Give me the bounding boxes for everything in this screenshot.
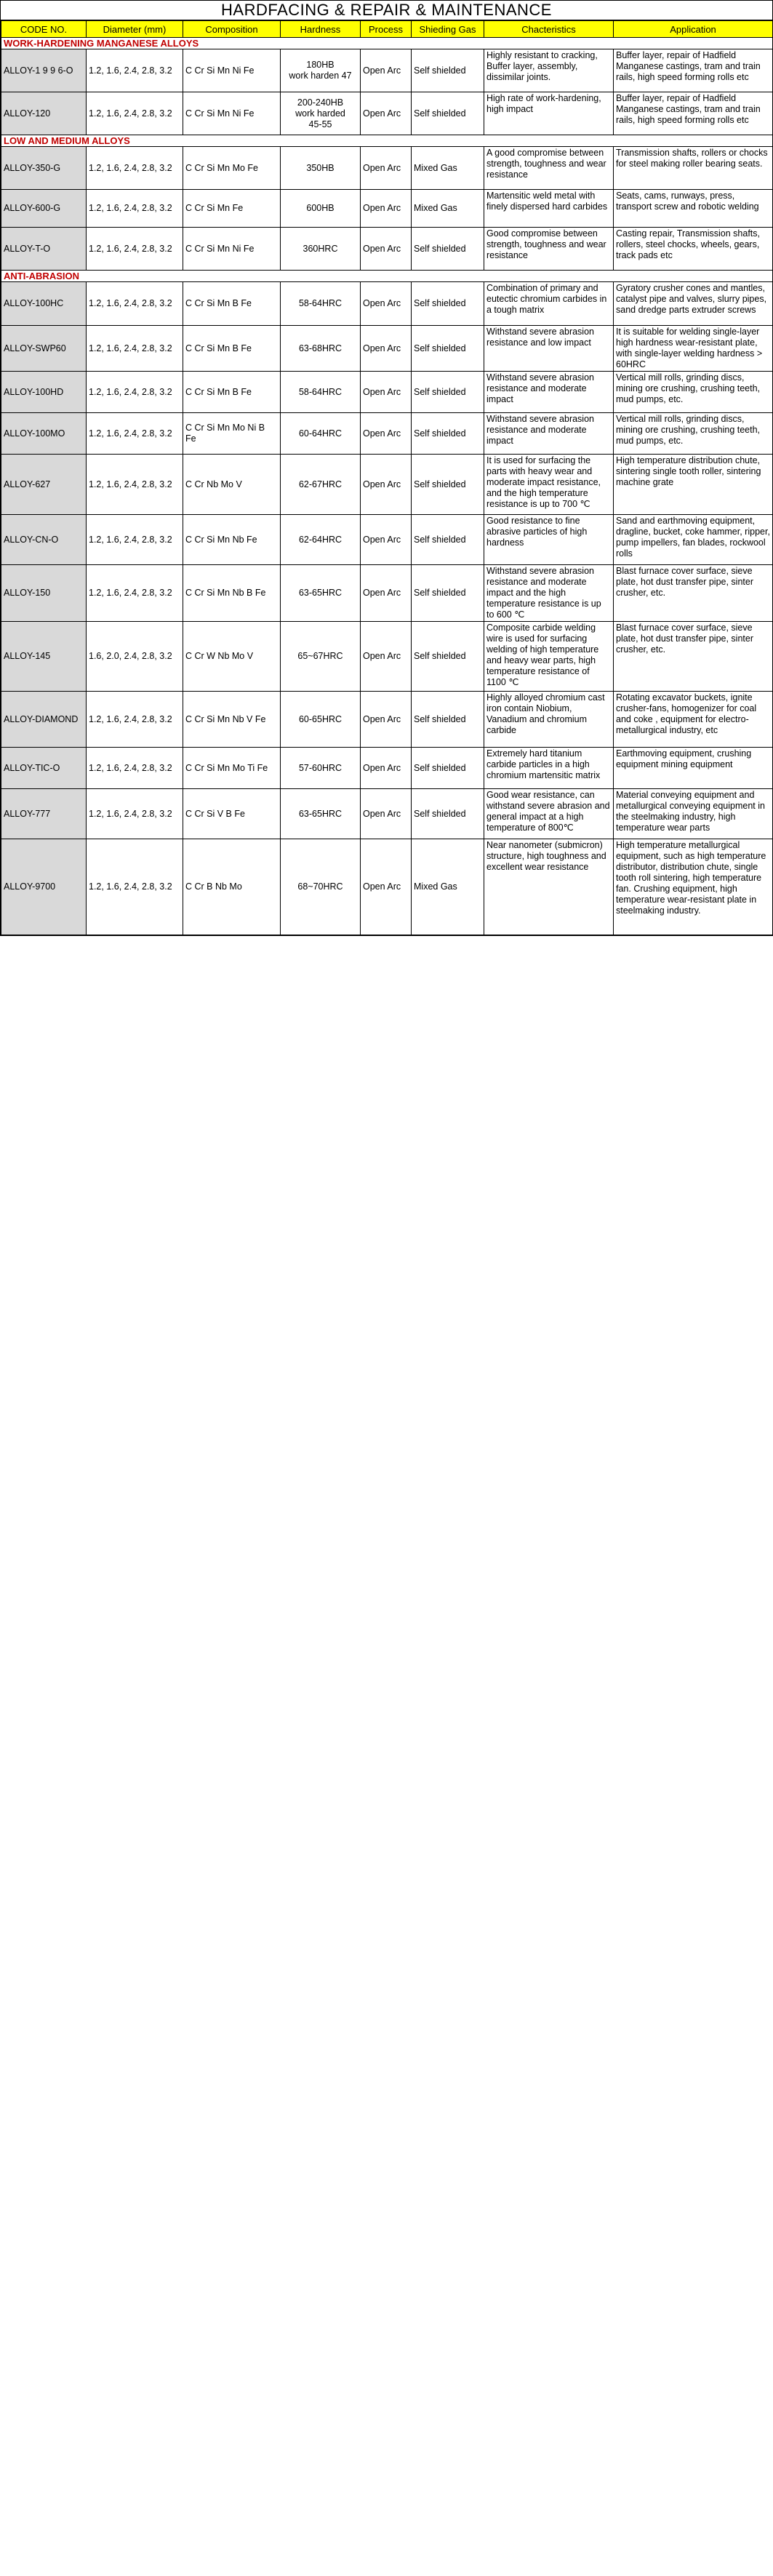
row-hardness: 58-64HRC <box>281 282 361 326</box>
row-diameter: 1.2, 1.6, 2.4, 2.8, 3.2 <box>87 413 183 455</box>
row-process: Open Arc <box>361 372 412 413</box>
row-application: Rotating excavator buckets, ignite crusher-fans, homogenizer for coal and coke , equipment for electro-metallurgical industry, etc <box>614 692 773 748</box>
row-diameter: 1.2, 1.6, 2.4, 2.8, 3.2 <box>87 372 183 413</box>
row-code: ALLOY-100MO <box>1 413 87 455</box>
row-application: Material conveying equipment and metallurgical conveying equipment in the steelmaking industry, high temperature wear parts <box>614 789 773 839</box>
row-diameter: 1.2, 1.6, 2.4, 2.8, 3.2 <box>87 92 183 135</box>
row-composition: C Cr Si Mn Mo Ni B Fe <box>183 413 281 455</box>
row-hardness: 60-65HRC <box>281 692 361 748</box>
row-code: ALLOY-150 <box>1 565 87 622</box>
row-composition: C Cr Nb Mo V <box>183 455 281 515</box>
row-hardness: 180HB work harden 47 <box>281 49 361 92</box>
row-application: Transmission shafts, rollers or chocks for steel making roller bearing seats. <box>614 147 773 190</box>
datasheet <box>0 0 773 936</box>
row-characteristics: Withstand severe abrasion resistance and moderate impact <box>484 372 614 413</box>
row-process: Open Arc <box>361 326 412 372</box>
section-header <box>1 271 773 282</box>
row-gas: Self shielded <box>412 49 484 92</box>
row-process: Open Arc <box>361 565 412 622</box>
row-gas: Self shielded <box>412 748 484 789</box>
section-title: ANTI-ABRASION <box>1 271 773 282</box>
row-composition: C Cr W Nb Mo V <box>183 622 281 692</box>
table-row <box>1 565 773 622</box>
row-code: ALLOY-SWP60 <box>1 326 87 372</box>
row-application: High temperature distribution chute, sintering single tooth roller, sintering machine grate <box>614 455 773 515</box>
row-hardness: 63-68HRC <box>281 326 361 372</box>
row-gas: Self shielded <box>412 413 484 455</box>
alloy-table <box>1 20 773 935</box>
row-characteristics: Withstand severe abrasion resistance and low impact <box>484 326 614 372</box>
row-process: Open Arc <box>361 49 412 92</box>
row-process: Open Arc <box>361 839 412 935</box>
row-composition: C Cr Si Mn Nb V Fe <box>183 692 281 748</box>
row-gas: Self shielded <box>412 92 484 135</box>
row-application: It is suitable for welding single-layer high hardness wear-resistant plate, with single-layer welding hardness > 60HRC <box>614 326 773 372</box>
row-diameter: 1.2, 1.6, 2.4, 2.8, 3.2 <box>87 748 183 789</box>
row-composition: C Cr Si Mn Fe <box>183 190 281 228</box>
table-body <box>1 38 773 935</box>
row-composition: C Cr Si Mn Mo Fe <box>183 147 281 190</box>
header-diameter: Diameter (mm) <box>87 21 183 38</box>
row-application: Blast furnace cover surface, sieve plate, hot dust transfer pipe, sinter crusher, etc. <box>614 622 773 692</box>
table-row <box>1 413 773 455</box>
row-code: ALLOY-100HC <box>1 282 87 326</box>
row-application: Earthmoving equipment, crushing equipment mining equipment <box>614 748 773 789</box>
row-code: ALLOY-DIAMOND <box>1 692 87 748</box>
row-hardness: 360HRC <box>281 228 361 271</box>
table-row <box>1 282 773 326</box>
row-hardness: 350HB <box>281 147 361 190</box>
row-hardness: 63-65HRC <box>281 789 361 839</box>
header-gas: Shieding Gas <box>412 21 484 38</box>
row-code: ALLOY-627 <box>1 455 87 515</box>
row-process: Open Arc <box>361 282 412 326</box>
row-process: Open Arc <box>361 92 412 135</box>
row-characteristics: Highly resistant to cracking, Buffer layer, assembly, dissimilar joints. <box>484 49 614 92</box>
row-process: Open Arc <box>361 748 412 789</box>
row-process: Open Arc <box>361 413 412 455</box>
section-title: WORK-HARDENING MANGANESE ALLOYS <box>1 38 773 49</box>
header-process: Process <box>361 21 412 38</box>
table-row <box>1 147 773 190</box>
row-diameter: 1.2, 1.6, 2.4, 2.8, 3.2 <box>87 228 183 271</box>
section-header <box>1 135 773 147</box>
row-hardness: 58-64HRC <box>281 372 361 413</box>
row-application: Casting repair, Transmission shafts, rollers, steel chocks, wheels, gears, track pads etc <box>614 228 773 271</box>
row-composition: C Cr Si Mn Nb B Fe <box>183 565 281 622</box>
row-characteristics: Withstand severe abrasion resistance and moderate impact and the high temperature resistance is up to 600 ℃ <box>484 565 614 622</box>
row-characteristics: High rate of work-hardening, high impact <box>484 92 614 135</box>
row-application: Seats, cams, runways, press, transport screw and robotic welding <box>614 190 773 228</box>
row-process: Open Arc <box>361 455 412 515</box>
table-row <box>1 789 773 839</box>
row-code: ALLOY-120 <box>1 92 87 135</box>
table-row <box>1 228 773 271</box>
table-row <box>1 622 773 692</box>
row-application: Blast furnace cover surface, sieve plate, hot dust transfer pipe, sinter crusher, etc. <box>614 565 773 622</box>
row-process: Open Arc <box>361 228 412 271</box>
row-characteristics: Good resistance to fine abrasive particles of high hardness <box>484 515 614 565</box>
row-gas: Self shielded <box>412 565 484 622</box>
table-row <box>1 92 773 135</box>
row-diameter: 1.2, 1.6, 2.4, 2.8, 3.2 <box>87 455 183 515</box>
row-gas: Self shielded <box>412 692 484 748</box>
row-hardness: 62-67HRC <box>281 455 361 515</box>
row-code: ALLOY-TIC-O <box>1 748 87 789</box>
row-process: Open Arc <box>361 692 412 748</box>
row-characteristics: Extremely hard titanium carbide particles in a high chromium martensitic matrix <box>484 748 614 789</box>
row-code: ALLOY-100HD <box>1 372 87 413</box>
row-gas: Self shielded <box>412 789 484 839</box>
row-gas: Mixed Gas <box>412 190 484 228</box>
row-diameter: 1.2, 1.6, 2.4, 2.8, 3.2 <box>87 789 183 839</box>
row-diameter: 1.2, 1.6, 2.4, 2.8, 3.2 <box>87 692 183 748</box>
table-row <box>1 692 773 748</box>
header-row <box>1 21 773 38</box>
table-row <box>1 49 773 92</box>
row-composition: C Cr Si Mn B Fe <box>183 372 281 413</box>
row-composition: C Cr B Nb Mo <box>183 839 281 935</box>
row-hardness: 63-65HRC <box>281 565 361 622</box>
row-gas: Self shielded <box>412 228 484 271</box>
row-application: Buffer layer, repair of Hadfield Manganese castings, tram and train rails, high speed forming rolls etc <box>614 92 773 135</box>
row-composition: C Cr Si Mn B Fe <box>183 326 281 372</box>
row-gas: Mixed Gas <box>412 147 484 190</box>
row-application: High temperature metallurgical equipment, such as high temperature distributor, distribution chute, single tooth roll sintering, high temperature fan. Crushing equipment, high temperature wear-resistant plate in steelmaking industry. <box>614 839 773 935</box>
row-application: Gyratory crusher cones and mantles, catalyst pipe and valves, slurry pipes, sand dredge parts extruder screws <box>614 282 773 326</box>
table-row <box>1 515 773 565</box>
table-row <box>1 190 773 228</box>
row-code: ALLOY-145 <box>1 622 87 692</box>
row-application: Sand and earthmoving equipment, dragline, bucket, coke hammer, ripper, pump impellers, fan blades, rockwool rolls <box>614 515 773 565</box>
row-code: ALLOY-T-O <box>1 228 87 271</box>
table-row <box>1 748 773 789</box>
row-application: Buffer layer, repair of Hadfield Manganese castings, tram and train rails, high speed forming rolls etc <box>614 49 773 92</box>
row-diameter: 1.6, 2.0, 2.4, 2.8, 3.2 <box>87 622 183 692</box>
row-process: Open Arc <box>361 190 412 228</box>
row-gas: Mixed Gas <box>412 839 484 935</box>
row-diameter: 1.2, 1.6, 2.4, 2.8, 3.2 <box>87 565 183 622</box>
row-diameter: 1.2, 1.6, 2.4, 2.8, 3.2 <box>87 49 183 92</box>
row-process: Open Arc <box>361 789 412 839</box>
row-characteristics: It is used for surfacing the parts with heavy wear and moderate impact resistance, and the high temperature resistance is up to 700 ℃ <box>484 455 614 515</box>
header-code: CODE NO. <box>1 21 87 38</box>
row-process: Open Arc <box>361 622 412 692</box>
header-application: Application <box>614 21 773 38</box>
row-code: ALLOY-777 <box>1 789 87 839</box>
row-composition: C Cr Si V B Fe <box>183 789 281 839</box>
row-characteristics: Withstand severe abrasion resistance and moderate impact <box>484 413 614 455</box>
row-hardness: 600HB <box>281 190 361 228</box>
row-gas: Self shielded <box>412 372 484 413</box>
row-diameter: 1.2, 1.6, 2.4, 2.8, 3.2 <box>87 147 183 190</box>
section-title: LOW AND MEDIUM ALLOYS <box>1 135 773 147</box>
row-characteristics: Martensitic weld metal with finely dispersed hard carbides <box>484 190 614 228</box>
row-gas: Self shielded <box>412 515 484 565</box>
row-process: Open Arc <box>361 515 412 565</box>
row-gas: Self shielded <box>412 282 484 326</box>
table-row <box>1 372 773 413</box>
row-application: Vertical mill rolls, grinding discs, mining ore crushing, crushing teeth, mud pumps, etc. <box>614 413 773 455</box>
row-hardness: 200-240HB work harded 45-55 <box>281 92 361 135</box>
row-code: ALLOY-CN-O <box>1 515 87 565</box>
row-diameter: 1.2, 1.6, 2.4, 2.8, 3.2 <box>87 190 183 228</box>
row-diameter: 1.2, 1.6, 2.4, 2.8, 3.2 <box>87 839 183 935</box>
row-gas: Self shielded <box>412 326 484 372</box>
header-composition: Composition <box>183 21 281 38</box>
table-row <box>1 455 773 515</box>
row-composition: C Cr Si Mn Nb Fe <box>183 515 281 565</box>
row-hardness: 68~70HRC <box>281 839 361 935</box>
table-row <box>1 326 773 372</box>
row-process: Open Arc <box>361 147 412 190</box>
row-gas: Self shielded <box>412 455 484 515</box>
header-characteristics: Chacteristics <box>484 21 614 38</box>
row-characteristics: Good compromise between strength, toughness and wear resistance <box>484 228 614 271</box>
row-composition: C Cr Si Mn Ni Fe <box>183 228 281 271</box>
row-gas: Self shielded <box>412 622 484 692</box>
row-composition: C Cr Si Mn B Fe <box>183 282 281 326</box>
row-characteristics: Combination of primary and eutectic chromium carbides in a tough matrix <box>484 282 614 326</box>
header-hardness: Hardness <box>281 21 361 38</box>
row-diameter: 1.2, 1.6, 2.4, 2.8, 3.2 <box>87 282 183 326</box>
row-composition: C Cr Si Mn Ni Fe <box>183 92 281 135</box>
row-characteristics: Near nanometer (submicron) structure, high toughness and excellent wear resistance <box>484 839 614 935</box>
row-characteristics: Highly alloyed chromium cast iron contain Niobium, Vanadium and chromium carbide <box>484 692 614 748</box>
row-hardness: 57-60HRC <box>281 748 361 789</box>
row-application: Vertical mill rolls, grinding discs, mining ore crushing, crushing teeth, mud pumps, etc. <box>614 372 773 413</box>
row-hardness: 60-64HRC <box>281 413 361 455</box>
row-code: ALLOY-1 9 9 6-O <box>1 49 87 92</box>
table-row <box>1 839 773 935</box>
row-code: ALLOY-350-G <box>1 147 87 190</box>
row-characteristics: A good compromise between strength, toughness and wear resistance <box>484 147 614 190</box>
row-characteristics: Good wear resistance, can withstand severe abrasion and general impact at a high temperature of 800℃ <box>484 789 614 839</box>
row-hardness: 65~67HRC <box>281 622 361 692</box>
row-code: ALLOY-600-G <box>1 190 87 228</box>
row-composition: C Cr Si Mn Ni Fe <box>183 49 281 92</box>
row-diameter: 1.2, 1.6, 2.4, 2.8, 3.2 <box>87 326 183 372</box>
row-hardness: 62-64HRC <box>281 515 361 565</box>
row-composition: C Cr Si Mn Mo Ti Fe <box>183 748 281 789</box>
section-header <box>1 38 773 49</box>
row-code: ALLOY-9700 <box>1 839 87 935</box>
row-diameter: 1.2, 1.6, 2.4, 2.8, 3.2 <box>87 515 183 565</box>
row-characteristics: Composite carbide welding wire is used for surfacing welding of high temperature and heavy wear parts, high temperature resistance of 1100 ℃ <box>484 622 614 692</box>
page-title: HARDFACING & REPAIR & MAINTENANCE <box>1 1 772 20</box>
